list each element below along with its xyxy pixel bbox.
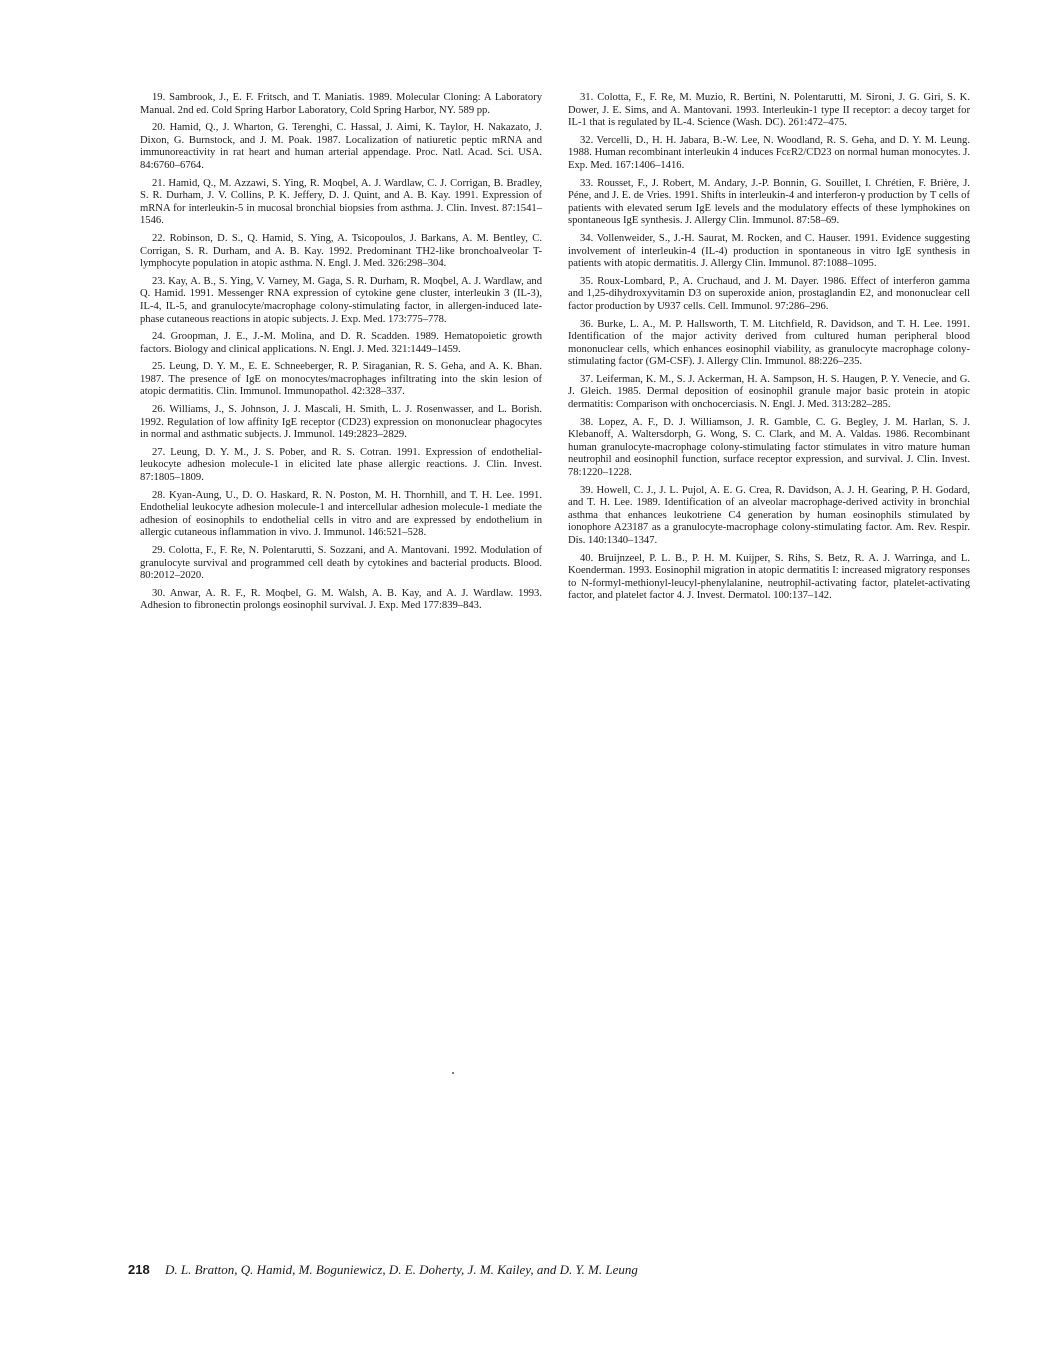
reference-entry: 38. Lopez, A. F., D. J. Williamson, J. R. Gamble, C. G. Begley, J. M. Harlan, S. J. Klebanoff, A. Waltersdorph, G. Wong, S. C. Clark, and M. A. Valdas. 1986. Recombinant human granulocyte-macrophage colony-stimulating factor stimulates in vitro mature human neutrophil and eosinophil function, surface receptor expression, and survival. J. Clin. Invest. 78:1220–1228. — [568, 416, 970, 479]
reference-entry: 31. Colotta, F., F. Re, M. Muzio, R. Bertini, N. Polentarutti, M. Sironi, J. G. Giri, S. K. Dower, J. E. Sims, and A. Mantovani. 1993. Interleukin-1 type II receptor: a decoy target for IL-1 that is regulated by IL-4. Science (Wash. DC). 261:472–475. — [568, 92, 970, 129]
page-number: 218 — [128, 1262, 150, 1277]
reference-entry: 40. Bruijnzeel, P. L. B., P. H. M. Kuijper, S. Rihs, S. Betz, R. A. J. Warringa, and L. Koenderman. 1993. Eosinophil migration in atopic dermatitis I: increased migratory responses to N-formyl-methionyl-leucyl-phenylalanine, neutrophil-activating factor, platelet-activating factor, and platelet factor 4. J. Invest. Dermatol. 100:137–142. — [568, 552, 970, 602]
reference-entry: 19. Sambrook, J., E. F. Fritsch, and T. Maniatis. 1989. Molecular Cloning: A Laboratory Manual. 2nd ed. Cold Spring Harbor Laboratory, Cold Spring Harbor, NY. 589 pp. — [140, 92, 542, 116]
stray-dot — [452, 1072, 454, 1074]
reference-entry: 21. Hamid, Q., M. Azzawi, S. Ying, R. Moqbel, A. J. Wardlaw, C. J. Corrigan, B. Bradley, S. R. Durham, J. V. Collins, P. K. Jeffery, D. J. Quint, and A. B. Kay. 1991. Expression of mRNA for interleukin-5 in mucosal bronchial biopsies from asthma. J. Clin. Invest. 87:1541–1546. — [140, 177, 542, 227]
reference-entry: 25. Leung, D. Y. M., E. E. Schneeberger, R. P. Siraganian, R. S. Geha, and A. K. Bhan. 1987. The presence of IgE on monocytes/macrophages infiltrating into the skin lesion of atopic dermatitis. Clin. Immunol. Immunopathol. 42:328–337. — [140, 361, 542, 398]
reference-entry: 30. Anwar, A. R. F., R. Moqbel, G. M. Walsh, A. B. Kay, and A. J. Wardlaw. 1993. Adhesion to fibronectin prolongs eosinophil survival. J. Exp. Med 177:839–843. — [140, 587, 542, 612]
reference-entry: 23. Kay, A. B., S. Ying, V. Varney, M. Gaga, S. R. Durham, R. Moqbel, A. J. Wardlaw, and Q. Hamid. 1991. Messenger RNA expression of cytokine gene cluster, interleukin 3 (IL-3), IL-4, IL-5, and granulocyte/macrophage colony-stimulating factor, in allergen-induced late-phase cutaneous reactions in atopic subjects. J. Exp. Med. 173:775–778. — [140, 275, 542, 325]
reference-entry: 39. Howell, C. J., J. L. Pujol, A. E. G. Crea, R. Davidson, A. J. H. Gearing, P. H. Godard, and T. H. Lee. 1989. Identification of an alveolar macrophage-derived activity in bronchial asthma that enhances leukotriene C4 generation by human eosinophils stimulated by ionophore A23187 as a granulocyte-macrophage colony-stimulating factor. Am. Rev. Respir. Dis. 140:1340–1347. — [568, 484, 970, 546]
reference-entry: 37. Leiferman, K. M., S. J. Ackerman, H. A. Sampson, H. S. Haugen, P. Y. Venecie, and G. J. Gleich. 1985. Dermal deposition of eosinophil granule major basic protein in atopic dermatitis: Comparison with onchocerciasis. N. Engl. J. Med. 313:282–285. — [568, 373, 970, 411]
running-authors: D. L. Bratton, Q. Hamid, M. Boguniewicz, D. E. Doherty, J. M. Kailey, and D. Y. M. Leung — [164, 1262, 638, 1277]
reference-entry: 20. Hamid, Q., J. Wharton, G. Terenghi, C. Hassal, J. Aimi, K. Taylor, H. Nakazato, J. Dixon, G. Burnstock, and J. M. Poak. 1987. Localization of natiuretic peptic mRNA and immunoreactivity in rat heart and human arterial appendage. Proc. Natl. Acad. Sci. USA. 84:6760–6764. — [140, 122, 542, 171]
reference-entry: 32. Vercelli, D., H. H. Jabara, B.-W. Lee, N. Woodland, R. S. Geha, and D. Y. M. Leung. 1988. Human recombinant interleukin 4 induces FcεR2/CD23 on normal human monocytes. J. Exp. Med. 167:1406–1416. — [568, 134, 970, 171]
reference-entry: 26. Williams, J., S. Johnson, J. J. Mascali, H. Smith, L. J. Rosenwasser, and L. Borish. 1992. Regulation of low affinity IgE receptor (CD23) expression on mononuclear phagocytes in normal and asthmatic subjects. J. Immunol. 149:2823–2829. — [140, 404, 542, 441]
reference-entry: 34. Vollenweider, S., J.-H. Saurat, M. Rocken, and C. Hauser. 1991. Evidence suggesting involvement of interleukin-4 (IL-4) production in spontaneous in vitro IgE synthesis in patients with atopic dermatitis. J. Allergy Clin. Immunol. 87:1088–1095. — [568, 232, 970, 270]
reference-entry: 27. Leung, D. Y. M., J. S. Pober, and R. S. Cotran. 1991. Expression of endothelial-leukocyte adhesion molecule-1 in elicited late phase allergic reactions. J. Clin. Invest. 87:1805–1809. — [140, 446, 542, 484]
reference-entry: 29. Colotta, F., F. Re, N. Polentarutti, S. Sozzani, and A. Mantovani. 1992. Modulation of granulocyte survival and programmed cell death by cytokines and bacterial products. Blood. 80:2012–2020. — [140, 545, 542, 582]
reference-entry: 22. Robinson, D. S., Q. Hamid, S. Ying, A. Tsicopoulos, J. Barkans, A. M. Bentley, C. Corrigan, S. R. Durham, and A. B. Kay. 1992. Predominant TH2-like bronchoalveolar T-lymphocyte population in atopic asthma. N. Engl. J. Med. 326:298–304. — [140, 232, 542, 270]
page-footer — [128, 1262, 638, 1278]
reference-entry: 24. Groopman, J. E., J.-M. Molina, and D. R. Scadden. 1989. Hematopoietic growth factors. Biology and clinical applications. N. Engl. J. Med. 321:1449–1459. — [140, 331, 542, 355]
references-left-column — [140, 92, 542, 618]
references-right-column — [568, 92, 970, 608]
reference-entry: 28. Kyan-Aung, U., D. O. Haskard, R. N. Poston, M. H. Thornhill, and T. H. Lee. 1991. Endothelial leukocyte adhesion molecule-1 and intercellular adhesion molecule-1 mediate the adhesion of eosinophils to endothelial cells in vitro and are expressed by endothelium in allergic cutaneous inflammation in vivo. J. Immunol. 146:521–528. — [140, 489, 542, 539]
reference-entry: 33. Rousset, F., J. Robert, M. Andary, J.-P. Bonnin, G. Souillet, I. Chrétien, F. Brière, J. Péne, and J. E. de Vries. 1991. Shifts in interleukin-4 and interferon-γ production by T cells of patients with elevated serum IgE levels and the modulatory effects of these lymphokines on spontaneous IgE synthesis. J. Allergy Clin. Immunol. 87:58–69. — [568, 177, 970, 227]
reference-entry: 35. Roux-Lombard, P., A. Cruchaud, and J. M. Dayer. 1986. Effect of interferon gamma and 1,25-dihydroxyvitamin D3 on superoxide anion, prostaglandin E2, and mononuclear cell factor production by U937 cells. Cell. Immunol. 97:286–296. — [568, 275, 970, 312]
reference-entry: 36. Burke, L. A., M. P. Hallsworth, T. M. Litchfield, R. Davidson, and T. H. Lee. 1991. Identification of the major activity derived from cultured human peripheral blood mononuclear cells, which enhances eosinophil viability, as granulocyte macrophage colony-stimulating factor (GM-CSF). J. Allergy Clin. Immunol. 88:226–235. — [568, 318, 970, 368]
